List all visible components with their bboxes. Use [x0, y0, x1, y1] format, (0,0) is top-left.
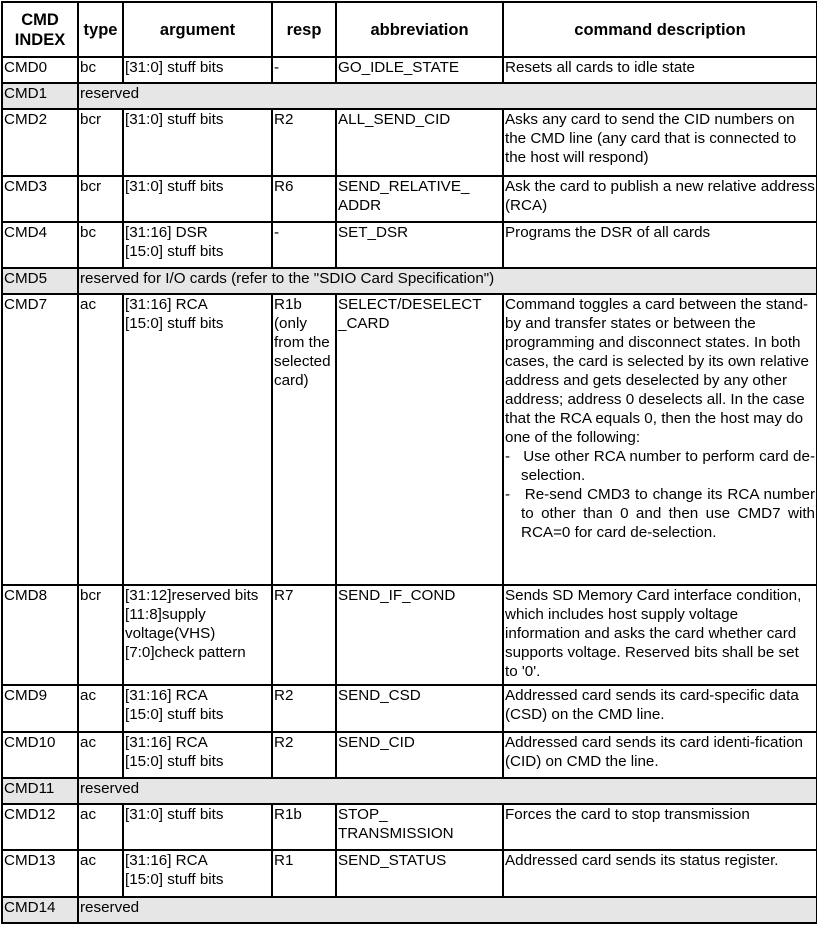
description-cell: Addressed card sends its status register. [503, 850, 817, 897]
type-cell: bc [78, 222, 123, 268]
description-cell: Addressed card sends its card-specific data (CSD) on the CMD line. [503, 685, 817, 732]
resp-cell: R1 [272, 850, 336, 897]
table-row [2, 585, 817, 685]
description-cell: Sends SD Memory Card interface condition, which includes host supply voltage information and asks the card whether card supports voltage. Reserved bits shall be set to '0'. [503, 585, 817, 685]
cmd-index-cell: CMD5 [2, 268, 78, 294]
table-row [2, 804, 817, 850]
type-cell: bcr [78, 585, 123, 685]
description-text: Command toggles a card between the stand-by and transfer states or between the programming and disconnect states. In both cases, the card is selected by its own relative address and gets deselected by any other address; address 0 deselects all. In the case that the RCA equals 0, then the host may do one of the following: [505, 296, 809, 446]
resp-cell: R1b [272, 804, 336, 850]
reserved-cell: reserved [78, 897, 817, 923]
cmd-index-cell: CMD2 [2, 109, 78, 176]
command-table [1, 1, 817, 924]
table-row [2, 294, 817, 585]
reserved-cell: reserved [78, 83, 817, 109]
reserved-row [2, 268, 817, 294]
type-cell: ac [78, 294, 123, 585]
cmd-index-cell: CMD0 [2, 57, 78, 83]
description-cell [503, 294, 817, 585]
table-row [2, 57, 817, 83]
header-resp: resp [272, 2, 336, 57]
argument-cell: [31:16] RCA [15:0] stuff bits [123, 685, 272, 732]
cmd-index-cell: CMD1 [2, 83, 78, 109]
abbreviation-cell: SEND_CSD [336, 685, 503, 732]
resp-cell: - [272, 222, 336, 268]
resp-cell: R2 [272, 109, 336, 176]
argument-cell: [31:16] RCA [15:0] stuff bits [123, 850, 272, 897]
argument-cell: [31:0] stuff bits [123, 804, 272, 850]
argument-cell: [31:0] stuff bits [123, 176, 272, 222]
resp-cell: R2 [272, 732, 336, 778]
cmd-index-cell: CMD14 [2, 897, 78, 923]
abbreviation-cell: SEND_IF_COND [336, 585, 503, 685]
argument-cell: [31:12]reserved bits [11:8]supply voltage(VHS) [7:0]check pattern [123, 585, 272, 685]
list-item: - Use other RCA number to perform card de-selection. [505, 448, 816, 484]
description-cell: Ask the card to publish a new relative address (RCA) [503, 176, 817, 222]
resp-cell: R2 [272, 685, 336, 732]
type-cell: bcr [78, 109, 123, 176]
argument-cell: [31:0] stuff bits [123, 109, 272, 176]
description-cell: Asks any card to send the CID numbers on the CMD line (any card that is connected to the host will respond) [503, 109, 817, 176]
resp-cell: - [272, 57, 336, 83]
reserved-row [2, 897, 817, 923]
cmd-index-cell: CMD11 [2, 778, 78, 804]
abbreviation-cell: GO_IDLE_STATE [336, 57, 503, 83]
description-cell: Addressed card sends its card identi-fication (CID) on CMD the line. [503, 732, 817, 778]
header-row [2, 2, 817, 57]
resp-cell: R6 [272, 176, 336, 222]
list-item: - Re-send CMD3 to change its RCA number to other than 0 and then use CMD7 with RCA=0 for card de-selection. [505, 486, 815, 541]
reserved-cell: reserved [78, 778, 817, 804]
abbreviation-cell: SET_DSR [336, 222, 503, 268]
reserved-row [2, 778, 817, 804]
reserved-row [2, 83, 817, 109]
header-abbreviation: abbreviation [336, 2, 503, 57]
type-cell: bc [78, 57, 123, 83]
header-argument: argument [123, 2, 272, 57]
cmd-index-cell: CMD10 [2, 732, 78, 778]
table-row [2, 732, 817, 778]
argument-cell: [31:0] stuff bits [123, 57, 272, 83]
header-command-description: command description [503, 2, 817, 57]
cmd-index-cell: CMD3 [2, 176, 78, 222]
table-row [2, 176, 817, 222]
abbreviation-cell: SEND_RELATIVE_ ADDR [336, 176, 503, 222]
abbreviation-cell: SELECT/DESELECT _CARD [336, 294, 503, 585]
cmd-index-cell: CMD9 [2, 685, 78, 732]
table-row [2, 685, 817, 732]
argument-cell: [31:16] DSR [15:0] stuff bits [123, 222, 272, 268]
cmd-index-cell: CMD13 [2, 850, 78, 897]
cmd-index-cell: CMD12 [2, 804, 78, 850]
reserved-cell: reserved for I/O cards (refer to the "SDIO Card Specification") [78, 268, 817, 294]
table-row [2, 109, 817, 176]
cmd-index-cell: CMD8 [2, 585, 78, 685]
description-cell: Forces the card to stop transmission [503, 804, 817, 850]
resp-cell: R7 [272, 585, 336, 685]
type-cell: ac [78, 804, 123, 850]
abbreviation-cell: ALL_SEND_CID [336, 109, 503, 176]
type-cell: bcr [78, 176, 123, 222]
cmd-index-cell: CMD7 [2, 294, 78, 585]
cmd-index-cell: CMD4 [2, 222, 78, 268]
type-cell: ac [78, 732, 123, 778]
type-cell: ac [78, 850, 123, 897]
abbreviation-cell: SEND_CID [336, 732, 503, 778]
abbreviation-cell: SEND_STATUS [336, 850, 503, 897]
abbreviation-cell: STOP_ TRANSMISSION [336, 804, 503, 850]
description-cell: Programs the DSR of all cards [503, 222, 817, 268]
description-cell: Resets all cards to idle state [503, 57, 817, 83]
header-type: type [78, 2, 123, 57]
header-cmd-index: CMD INDEX [2, 2, 78, 57]
argument-cell: [31:16] RCA [15:0] stuff bits [123, 294, 272, 585]
type-cell: ac [78, 685, 123, 732]
argument-cell: [31:16] RCA [15:0] stuff bits [123, 732, 272, 778]
table-row [2, 850, 817, 897]
table-row [2, 222, 817, 268]
resp-cell: R1b (only from the selected card) [272, 294, 336, 585]
